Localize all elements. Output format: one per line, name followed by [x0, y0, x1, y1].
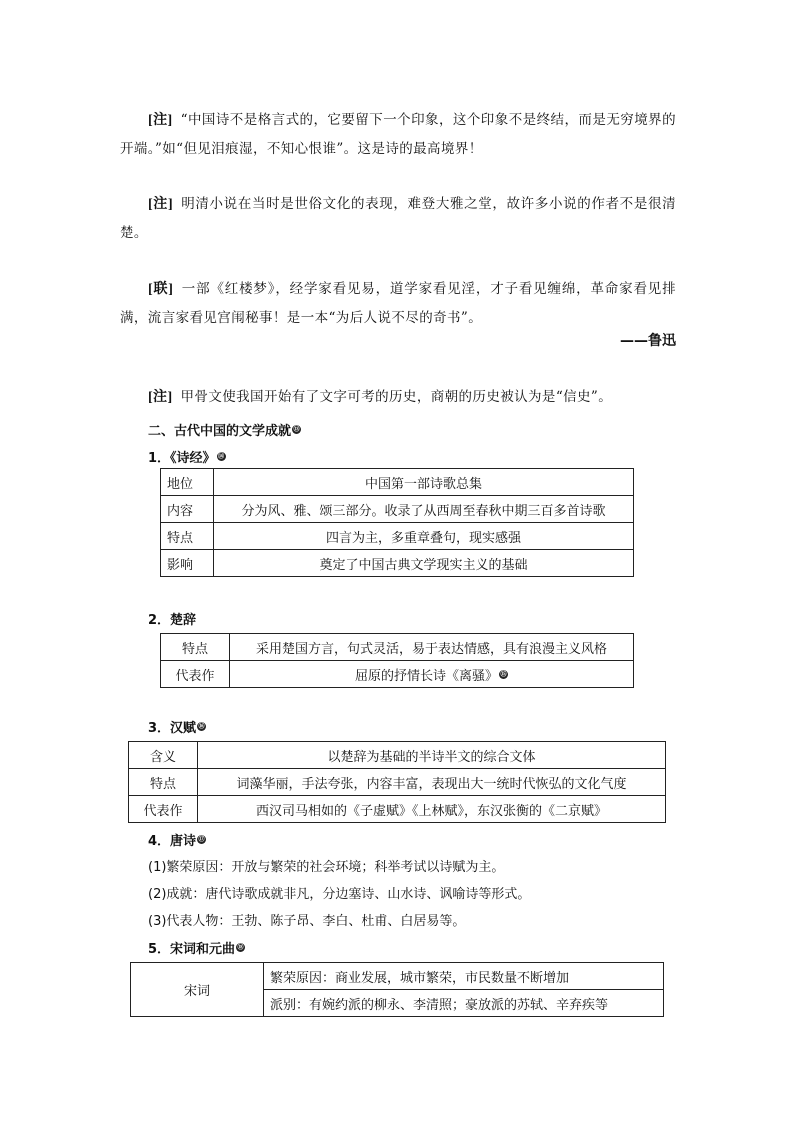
table-row — [129, 769, 666, 796]
row-value: 四言为主，多重章叠句，现实感强 — [214, 523, 634, 550]
row-value: 分为风、雅、颂三部分。收录了从西周至春秋中期三百多首诗歌 — [214, 496, 634, 523]
songci-heading-text: 5．宋词和元曲 — [148, 942, 236, 957]
hanfu-heading-text: 3．汉赋 — [148, 721, 197, 736]
row-value — [230, 661, 634, 688]
row-value: 繁荣原因：商业发展，城市繁荣，市民数量不断增加 — [264, 963, 664, 990]
shijing-heading — [148, 447, 226, 466]
list-item: (2)成就：唐代诗歌成就非凡，分边塞诗、山水诗、讽喻诗等形式。 — [148, 887, 531, 902]
row-label: 特点 — [129, 769, 198, 796]
shijing-table — [160, 468, 634, 577]
list-item: (3)代表人物：王勃、陈子昂、李白、杜甫、白居易等。 — [148, 914, 466, 929]
hanfu-heading — [148, 717, 206, 736]
table-row — [129, 796, 666, 823]
table-row — [161, 661, 634, 688]
note-tag: [注] — [148, 113, 173, 128]
table-row — [131, 963, 664, 990]
chuci-heading: 2．楚辞 — [148, 613, 197, 628]
tangshi-heading-text: 4．唐诗 — [148, 834, 197, 849]
table-row — [161, 523, 634, 550]
note-poetry — [120, 106, 676, 163]
annotation-marker-icon: ⑬ — [293, 426, 300, 433]
row-value: 词藻华丽，手法夸张，内容丰富，表现出大一统时代恢弘的文化气度 — [198, 769, 666, 796]
tangshi-heading — [148, 830, 206, 849]
chuci-table — [160, 633, 634, 688]
table-row — [129, 742, 666, 769]
row-value: 奠定了中国古典文学现实主义的基础 — [214, 550, 634, 577]
note-tag: [注] — [148, 390, 173, 405]
note-tag: [联] — [148, 282, 174, 297]
note-honglou — [120, 275, 676, 332]
row-value: 派别：有婉约派的柳永、李清照；豪放派的苏轼、辛弃疾等 — [264, 990, 664, 1017]
row-label: 代表作 — [161, 661, 230, 688]
quote-attribution: ——鲁迅 — [620, 333, 676, 349]
annotation-marker-icon: ⑭ — [218, 453, 225, 460]
hanfu-table — [128, 741, 666, 823]
note-text: 甲骨文使我国开始有了文字可考的历史，商朝的历史被认为是“信史”。 — [180, 389, 613, 405]
row-value: 以楚辞为基础的半诗半文的综合文体 — [198, 742, 666, 769]
shijing-heading-text: 1．《诗经》 — [148, 451, 216, 466]
note-novels — [120, 190, 676, 247]
section-title-text: 二、古代中国的文学成就 — [148, 424, 292, 439]
row-label: 内容 — [161, 496, 214, 523]
section-title — [148, 420, 301, 439]
table-row — [161, 550, 634, 577]
row-label: 影响 — [161, 550, 214, 577]
row-value-text: 屈原的抒情长诗《离骚》 — [354, 668, 498, 684]
row-value: 采用楚国方言，句式灵活，易于表达情感，具有浪漫主义风格 — [230, 634, 634, 661]
row-label: 宋词 — [131, 963, 264, 1017]
row-label: 地位 — [161, 469, 214, 496]
row-label: 代表作 — [129, 796, 198, 823]
row-label: 含义 — [129, 742, 198, 769]
note-oracle-bone — [120, 383, 676, 412]
table-row — [161, 496, 634, 523]
songci-heading — [148, 938, 245, 957]
annotation-marker-icon: ⑰ — [198, 836, 205, 843]
note-text: 明清小说在当时是世俗文化的表现，难登大雅之堂，故许多小说的作者不是很清楚。 — [120, 196, 676, 241]
row-label: 特点 — [161, 523, 214, 550]
note-tag: [注] — [148, 197, 174, 212]
row-value: 中国第一部诗歌总集 — [214, 469, 634, 496]
table-row — [161, 634, 634, 661]
table-row — [161, 469, 634, 496]
songci-table — [130, 962, 664, 1017]
annotation-marker-icon: ⑯ — [198, 723, 205, 730]
note-text: “中国诗不是格言式的，它要留下一个印象，这个印象不是终结，而是无穷境界的开端。”如“但见泪痕湿，不知心恨谁”。这是诗的最高境界！ — [120, 112, 676, 157]
row-value: 西汉司马相如的《子虚赋》《上林赋》，东汉张衡的《二京赋》 — [198, 796, 666, 823]
row-label: 特点 — [161, 634, 230, 661]
annotation-marker-icon: ⑮ — [500, 670, 507, 678]
note-text: 一部《红楼梦》，经学家看见易，道学家看见淫，才子看见缠绵，革命家看见排满，流言家看见宫闱秘事！是一本“为后人说不尽的奇书”。 — [120, 281, 676, 326]
list-item: (1)繁荣原因：开放与繁荣的社会环境；科举考试以诗赋为主。 — [148, 860, 505, 875]
annotation-marker-icon: ⑱ — [237, 944, 244, 951]
